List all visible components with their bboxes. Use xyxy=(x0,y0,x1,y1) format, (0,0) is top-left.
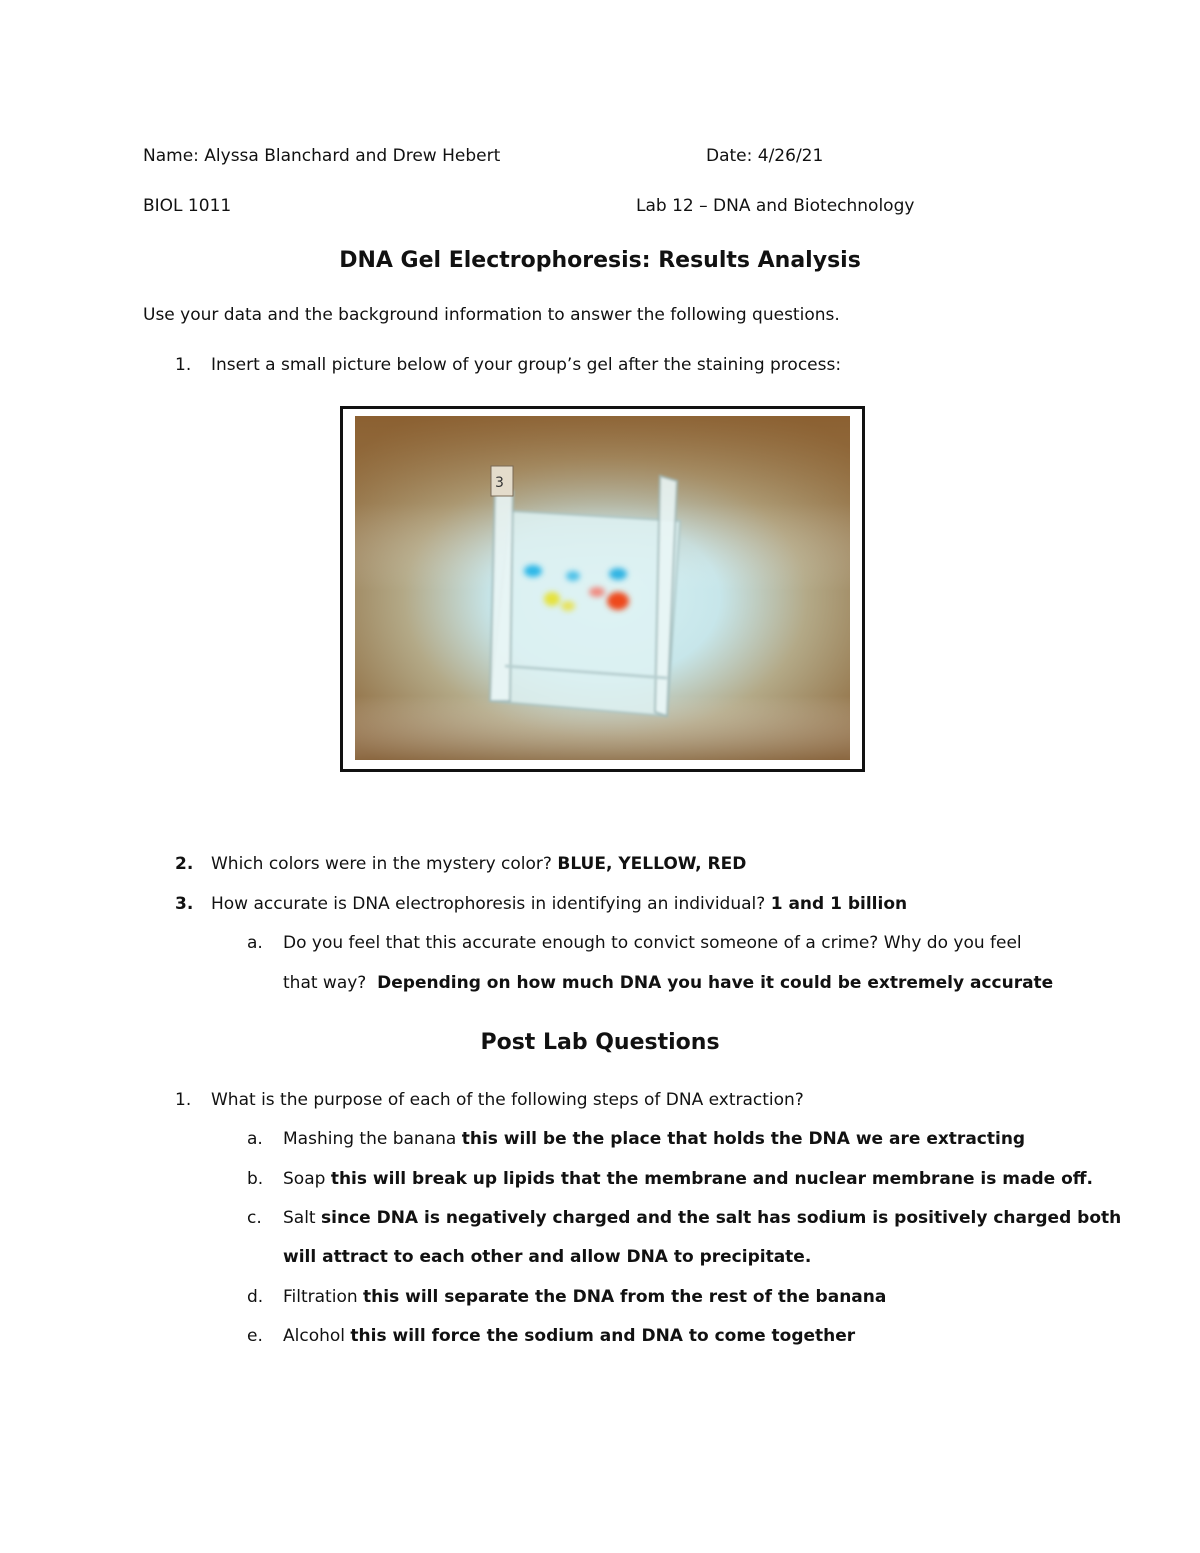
date: Date: 4/26/21 xyxy=(706,146,824,166)
item-c-answer-line2: will attract to each other and allow DNA to precipitate. xyxy=(283,1247,812,1267)
item-b-letter: b. xyxy=(247,1169,264,1189)
section-title-results: DNA Gel Electrophoresis: Results Analysis xyxy=(339,248,861,273)
q3a-text: that way? xyxy=(283,973,367,993)
item-b-answer: this will break up lipids that the membrane and nuclear membrane is made off. xyxy=(330,1169,1093,1189)
q3a-letter: a. xyxy=(247,933,263,953)
post-q1-text: What is the purpose of each of the following steps of DNA extraction? xyxy=(211,1090,804,1110)
course-code: BIOL 1011 xyxy=(143,196,232,216)
student-names: Name: Alyssa Blanchard and Drew Hebert xyxy=(143,146,501,166)
band-yellow-2 xyxy=(561,601,575,611)
section-title-post-lab: Post Lab Questions xyxy=(480,1030,720,1055)
item-b-label: Soap xyxy=(283,1169,326,1189)
item-a-answer: this will be the place that holds the DNA we are extracting xyxy=(461,1129,1026,1149)
list-item xyxy=(283,1326,855,1346)
q3a-answer: Depending on how much DNA you have it could be extremely accurate xyxy=(377,973,1054,993)
q3a-line1: Do you feel that this accurate enough to convict someone of a crime? Why do you feel xyxy=(283,933,1022,953)
band-red xyxy=(607,592,629,610)
list-item xyxy=(283,1129,1025,1149)
item-d-letter: d. xyxy=(247,1287,264,1307)
band-blue-2 xyxy=(566,571,580,581)
list-item xyxy=(283,1169,1093,1189)
band-blue-3 xyxy=(609,568,627,580)
item-c-label: Salt xyxy=(283,1208,316,1228)
item-a-letter: a. xyxy=(247,1129,263,1149)
band-pink xyxy=(589,587,605,597)
band-yellow-1 xyxy=(544,592,560,606)
q2-text: Which colors were in the mystery color? xyxy=(211,854,552,874)
intro-text: Use your data and the background information to answer the following questions. xyxy=(143,305,840,325)
gel-photo xyxy=(355,416,850,760)
band-blue-1 xyxy=(524,565,542,577)
q2-number: 2. xyxy=(175,854,194,874)
q3-number: 3. xyxy=(175,894,194,914)
q3 xyxy=(211,894,907,914)
list-item xyxy=(283,1208,1121,1228)
tray-label: 3 xyxy=(495,475,504,491)
q1-text: Insert a small picture below of your group’s gel after the staining process: xyxy=(211,355,842,375)
lab-title: Lab 12 – DNA and Biotechnology xyxy=(636,196,915,216)
q3-text: How accurate is DNA electrophoresis in identifying an individual? xyxy=(211,894,766,914)
item-e-answer: this will force the sodium and DNA to come together xyxy=(350,1326,856,1346)
item-c-answer: since DNA is negatively charged and the salt has sodium is positively charged both xyxy=(321,1208,1122,1228)
q3a-line2 xyxy=(283,973,1053,993)
item-c-letter: c. xyxy=(247,1208,262,1228)
item-a-label: Mashing the banana xyxy=(283,1129,457,1149)
q2 xyxy=(211,854,746,874)
q3-answer: 1 and 1 billion xyxy=(770,894,908,914)
post-q1-number: 1. xyxy=(175,1090,192,1110)
item-e-letter: e. xyxy=(247,1326,263,1346)
q2-answer: BLUE, YELLOW, RED xyxy=(557,854,747,874)
item-d-answer: this will separate the DNA from the rest of the banana xyxy=(363,1287,887,1307)
q1-number: 1. xyxy=(175,355,192,375)
list-item xyxy=(283,1287,886,1307)
gel-photo-frame xyxy=(340,406,865,772)
item-e-label: Alcohol xyxy=(283,1326,345,1346)
item-d-label: Filtration xyxy=(283,1287,358,1307)
